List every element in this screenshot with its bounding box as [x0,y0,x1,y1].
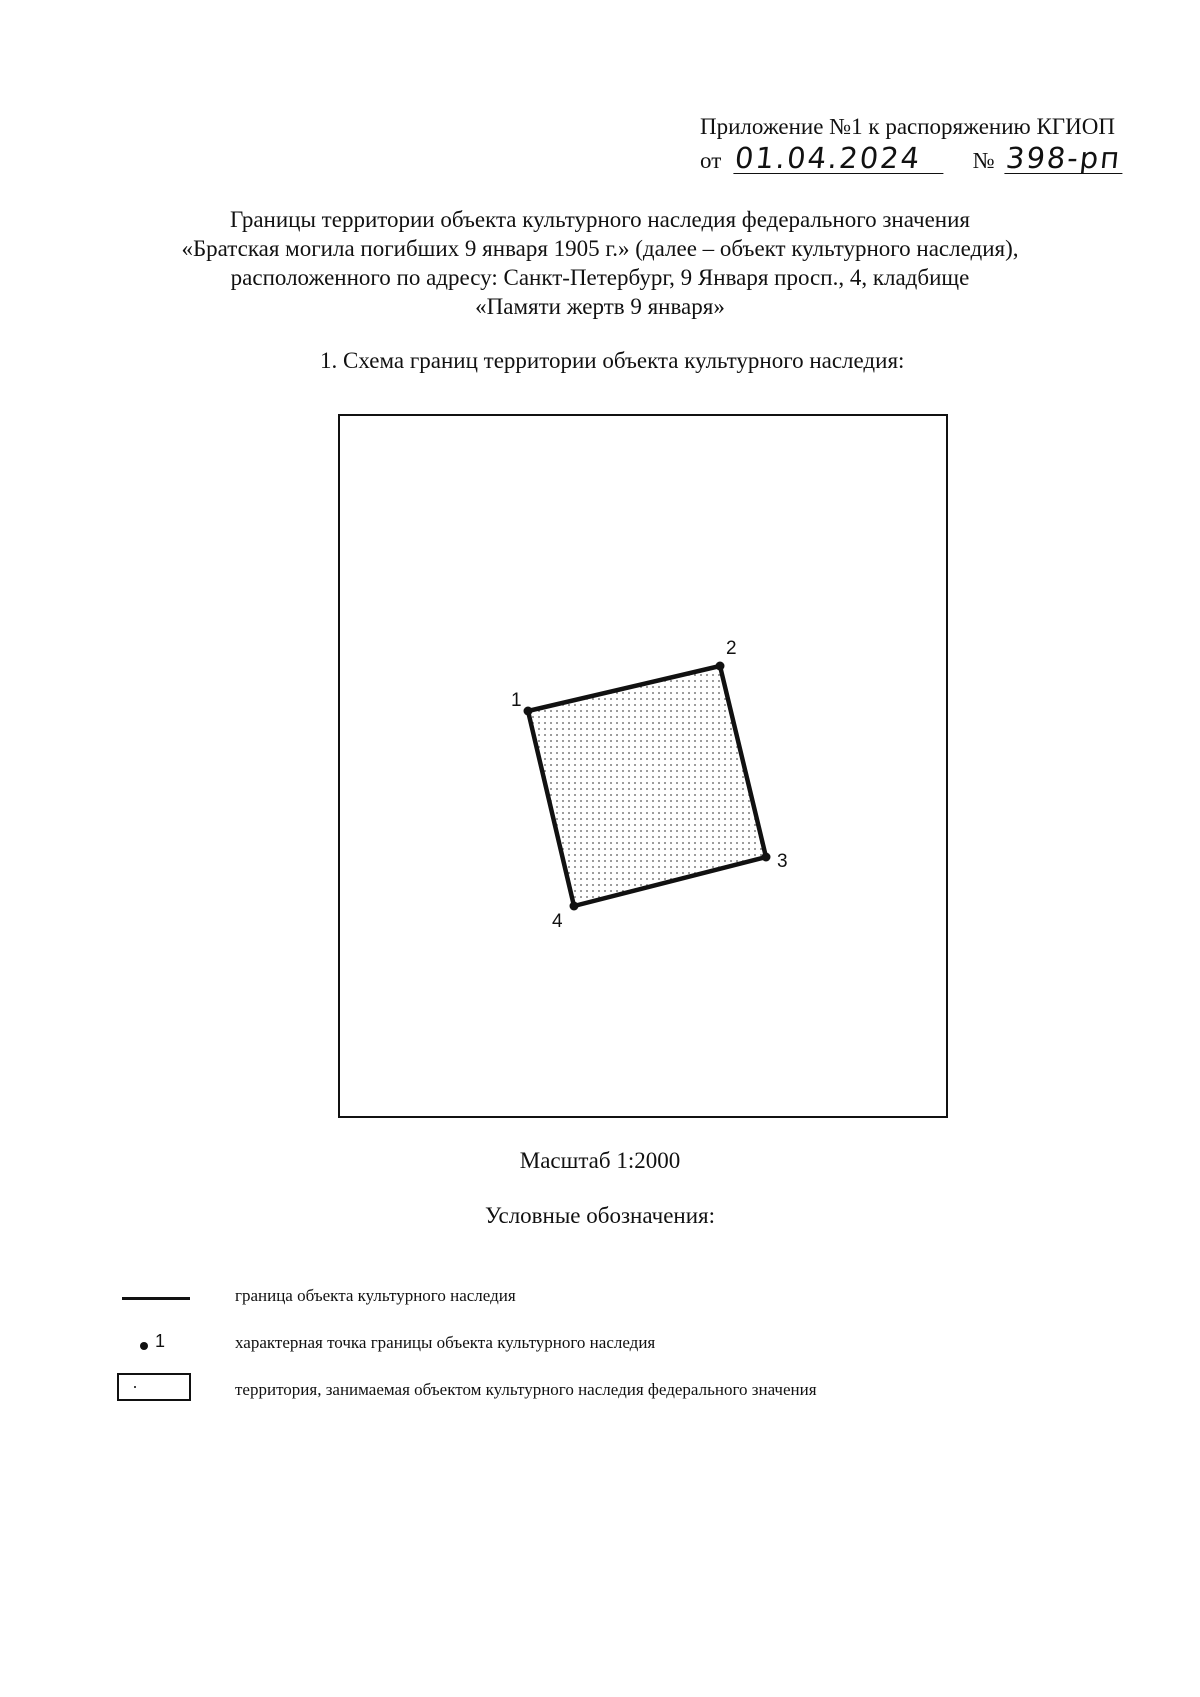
map-scale: Масштаб 1:2000 [519,1148,681,1173]
territory-area [528,666,766,906]
title-line-1: Границы территории объекта культурного наследия федерального значения [230,207,970,232]
order-number-handwritten: 398-рп [1005,143,1126,174]
legend-title: Условные обозначения: [484,1203,716,1228]
order-date-number-line [700,143,1124,174]
boundary-line-symbol-icon [122,1297,190,1300]
title-line-2: «Братская могила погибших 9 января 1905 г.» (далее – объект культурного наследия), [181,236,1019,261]
boundary-point-symbol-icon [140,1342,148,1350]
document-title [100,205,1100,321]
legend-label-boundary: граница объекта культурного наследия [235,1286,516,1305]
boundary-point-3 [762,853,771,862]
appendix-reference: Приложение №1 к распоряжению КГИОП [700,114,1115,139]
territory-area-symbol-dot [134,1386,136,1388]
point-label-4: 4 [552,911,563,932]
point-label-3: 3 [777,851,788,872]
boundary-point-1 [524,707,533,716]
point-label-2: 2 [726,638,737,659]
number-sign: № [972,148,995,173]
legend-label-territory: территория, занимаемая объектом культурного наследия федерального значения [235,1380,817,1399]
boundary-point-4 [570,902,579,911]
territory-area-symbol-icon [117,1373,191,1401]
order-date-handwritten: 01.04.2024 [733,143,946,174]
section-heading-scheme: 1. Схема границ территории объекта культурного наследия: [320,348,905,373]
date-prefix: от [700,148,722,173]
title-line-4: «Памяти жертв 9 января» [475,294,725,319]
boundary-scheme-map [338,414,948,1118]
legend-label-point: характерная точка границы объекта культурного наследия [235,1333,656,1352]
legend-point-number: 1 [155,1331,166,1351]
title-line-3: расположенного по адресу: Санкт-Петербург, 9 Января просп., 4, кладбище [230,265,970,290]
point-label-1: 1 [511,690,522,711]
boundary-point-2 [716,662,725,671]
